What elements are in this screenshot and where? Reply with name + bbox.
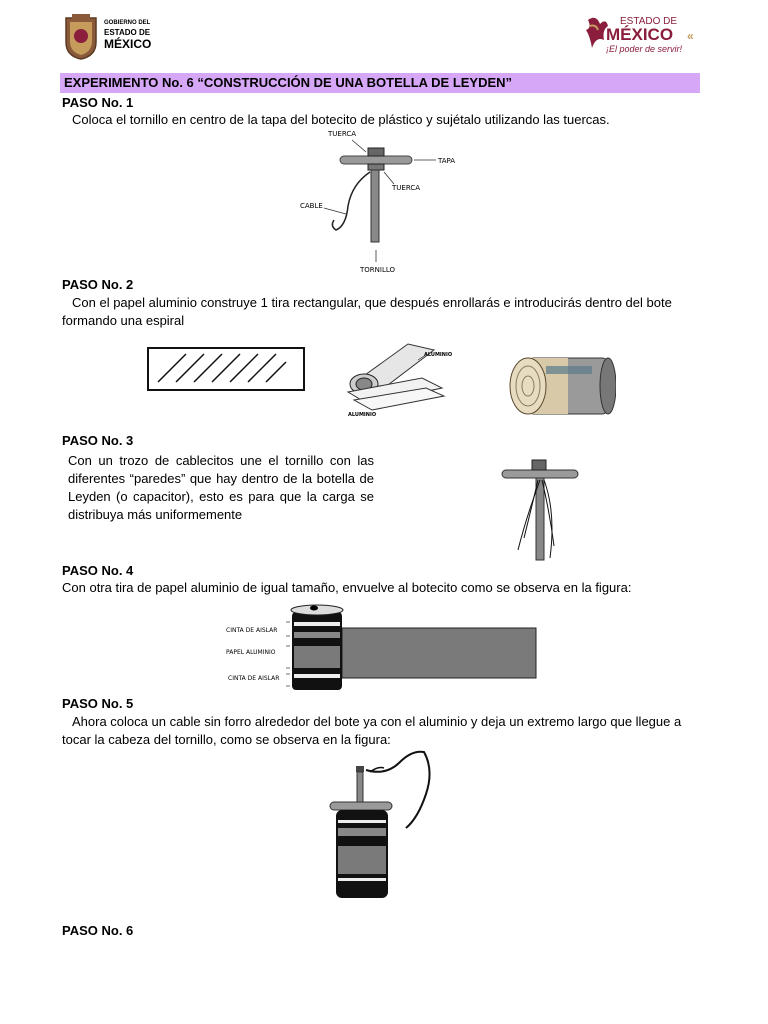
step-5-heading: PASO No. 5 [62, 696, 134, 711]
step-5-text-line-1: Ahora coloca un cable sin forro alrededor del bote ya con el aluminio y deja un extremo largo que llegue a [72, 714, 682, 729]
left-logo-line-3: MÉXICO [104, 37, 152, 51]
label-aluminio-bottom: ALUMINIO [348, 412, 377, 418]
label-papel-aluminio: PAPEL ALUMINIO [226, 649, 276, 656]
label-tapa: TAPA [438, 157, 456, 165]
step-5-text-line-2: tocar la cabeza del tornillo, como se observa en la figura: [62, 732, 391, 747]
left-logo-line-2: ESTADO DE [104, 28, 151, 37]
cap-shape [340, 156, 412, 164]
step-3-text: Con un trozo de cablecitos une el tornillo con las diferentes “paredes” que hay dentro de la botella de Leyden (o capacitor), esto es para que la carga se distribuya más uniformemente [68, 453, 374, 522]
coiled-capacitor-diagram [506, 352, 616, 418]
step-4-text: Con otra tira de papel aluminio de igual tamaño, envuelve al botecito como se observa en la figura: [62, 580, 632, 595]
label-tornillo: TORNILLO [360, 266, 396, 274]
bolt-cap-diagram [290, 126, 480, 276]
right-logo-slogan: ¡El poder de servir! [606, 44, 683, 54]
step-2-text-line-2: formando una espiral [62, 313, 185, 328]
bolt-with-wires-diagram [498, 454, 584, 564]
step-2-text-line-1: Con el papel aluminio construye 1 tira rectangular, que después enrollarás e introducirás dentro del bote [72, 295, 672, 310]
bolt-shape [371, 170, 379, 242]
step-6-heading: PASO No. 6 [62, 923, 134, 938]
step-1-heading: PASO No. 1 [62, 95, 134, 110]
step-4-heading: PASO No. 4 [62, 563, 134, 578]
right-logo-line-1: ESTADO DE [620, 16, 678, 27]
leyden-bottle-diagram [326, 746, 436, 904]
label-cinta-top: CINTA DE AISLAR [226, 627, 278, 634]
bottom-nut-shape [368, 164, 384, 170]
step-3-heading: PASO No. 3 [62, 433, 134, 448]
cable-shape [332, 172, 370, 230]
label-tuerca-top: TUERCA [328, 130, 357, 138]
left-logo-line-1: GOBIERNO DEL [104, 20, 151, 26]
rolled-foil-diagram [338, 330, 458, 418]
aluminum-strip-diagram [146, 344, 308, 394]
chevron-left-icon: « [687, 29, 694, 43]
label-cinta-bottom: CINTA DE AISLAR [228, 675, 280, 682]
label-tuerca-bottom: TUERCA [392, 184, 421, 192]
foil-strip-shape [342, 628, 536, 678]
right-logo-line-2: MÉXICO [606, 25, 674, 44]
top-nut-shape [368, 148, 384, 156]
label-aluminio-top: ALUMINIO [424, 352, 453, 358]
step-1-text: Coloca el tornillo en centro de la tapa del botecito de plástico y sujétalo utilizando las tuercas. [72, 112, 610, 127]
experiment-title: EXPERIMENTO No. 6 “CONSTRUCCIÓN DE UNA BOTELLA DE LEYDEN” [64, 75, 513, 90]
label-cable: CABLE [300, 202, 323, 210]
wrapped-bottle-diagram [222, 602, 540, 694]
step-2-heading: PASO No. 2 [62, 277, 134, 292]
state-government-logo [60, 12, 170, 60]
state-brand-logo [584, 12, 704, 60]
